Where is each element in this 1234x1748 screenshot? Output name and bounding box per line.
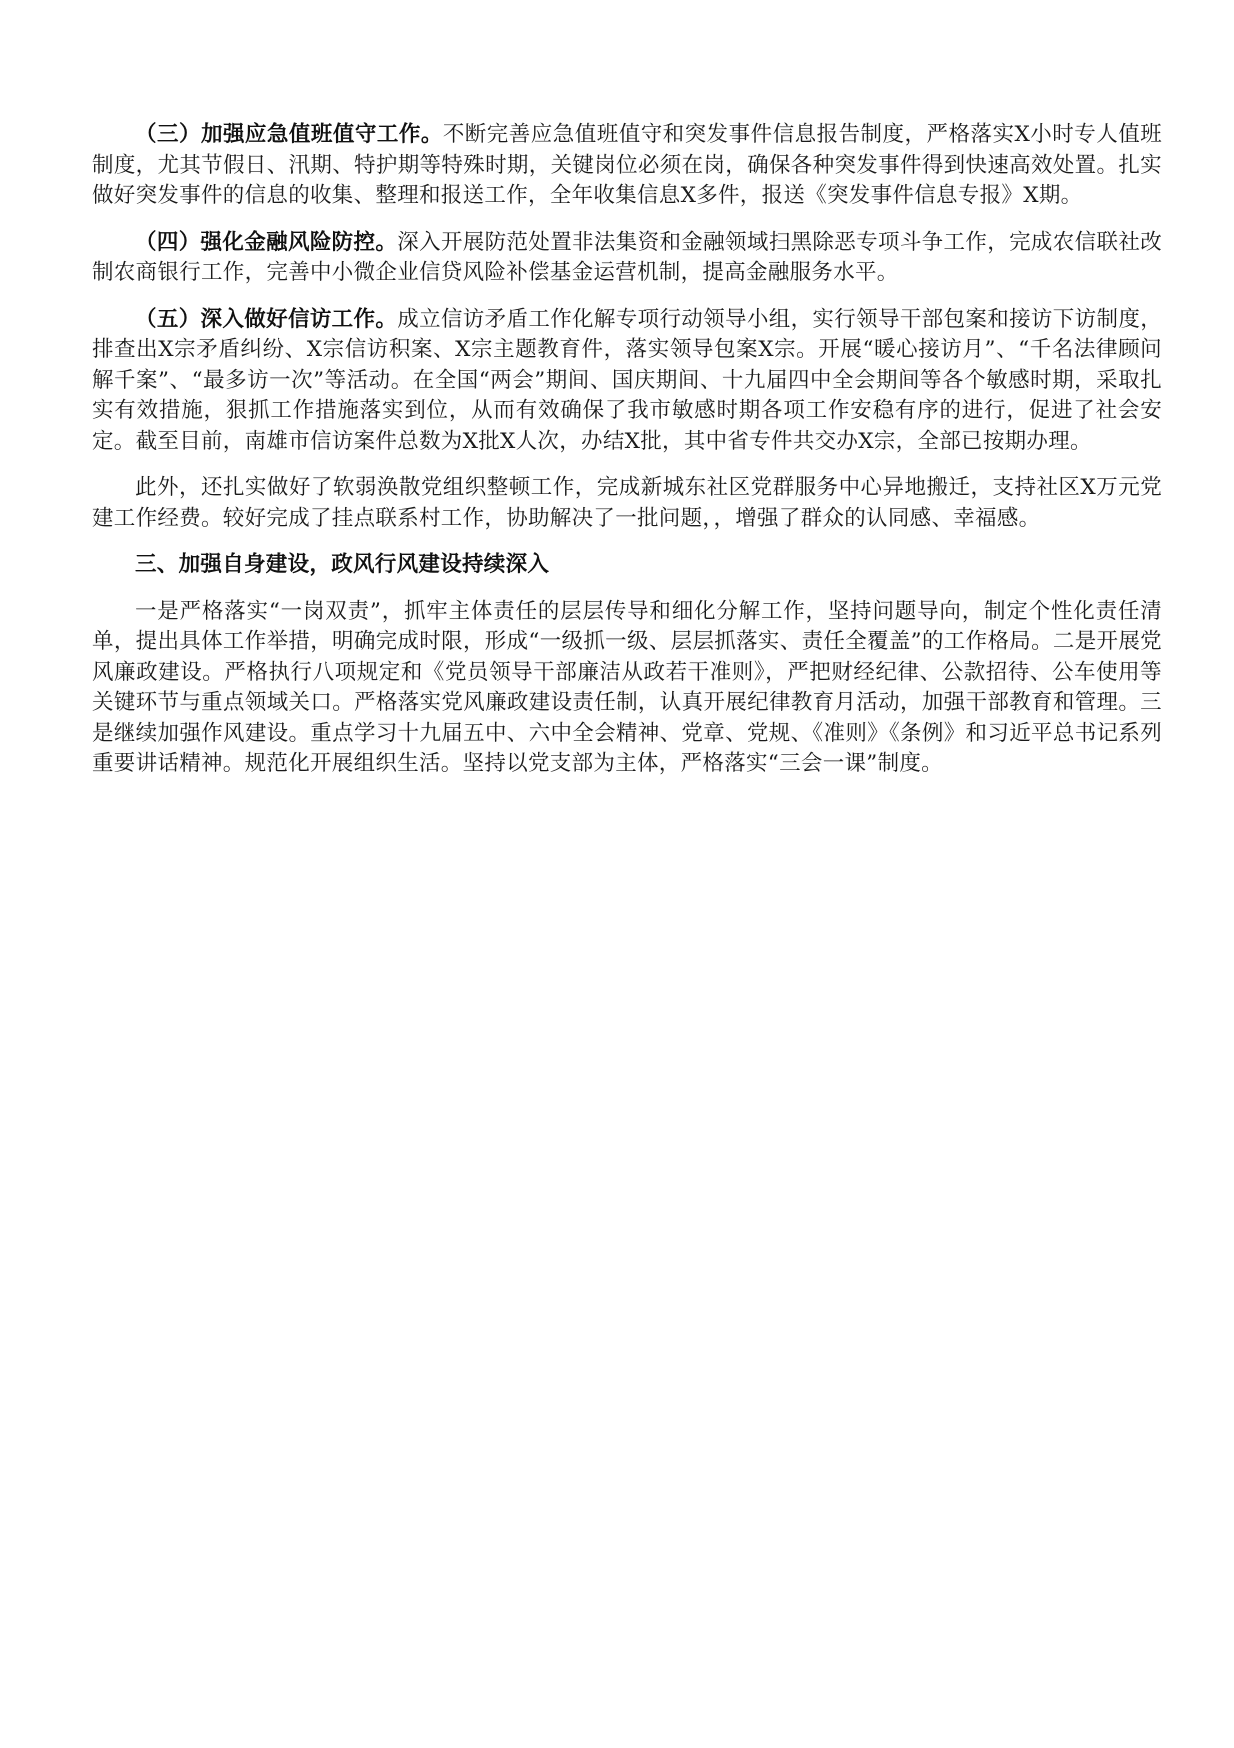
paragraph-body: 一是严格落实“一岗双责”，抓牢主体责任的层层传导和细化分解工作，坚持问题导向，制定个性化责任清单，提出具体工作举措，明确完成时限，形成“一级抓一级、层层抓落实、责任全覆盖”的工作格局。二是开展党风廉政建设。严格执行八项规定和《党员领导干部廉洁从政若干准则》，严把财经纪律、公款招待、公车使用等关键环节与重点领域关口。严格落实党风廉政建设责任制，认真开展纪律教育月活动，加强干部教育和管理。三是继续加强作风建设。重点学习十九届五中、六中全会精神、党章、党规、《准则》《条例》和习近平总书记系列重要讲话精神。规范化开展组织生活。坚持以党支部为主体，严格落实“三会一课”制度。 xyxy=(92,598,1162,776)
paragraph-financial-risk xyxy=(92,228,1162,289)
paragraph-lead: （四）强化金融风险防控。 xyxy=(135,229,398,255)
section-heading: 三、加强自身建设，政风行风建设持续深入 xyxy=(135,552,550,577)
paragraph-emergency-duty xyxy=(92,120,1162,212)
paragraph-body: 成立信访矛盾工作化解专项行动领导小组，实行领导干部包案和接访下访制度，排查出X宗矛盾纠纷、X宗信访积案、X宗主题教育件，落实领导包案X宗。开展“暖心接访月”、“千名法律顾问解千案”、“最多访一次”等活动。在全国“两会”期间、国庆期间、十九届四中全会期间等各个敏感时期，采取扎实有效措施，狠抓工作措施落实到位，从而有效确保了我市敏感时期各项工作安稳有序的进行，促进了社会安定。截至目前，南雄市信访案件总数为X批X人次，办结X批，其中省专件共交办X宗，全部已按期办理。 xyxy=(92,306,1162,454)
paragraph-lead: （五）深入做好信访工作。 xyxy=(135,306,398,332)
paragraph-body: 深入开展防范处置非法集资和金融领域扫黑除恶专项斗争工作，完成农信联社改制农商银行工作，完善中小微企业信贷风险补偿基金运营机制，提高金融服务水平。 xyxy=(92,229,1162,285)
paragraph-self-construction xyxy=(92,597,1162,780)
paragraph-body: 此外，还扎实做好了软弱涣散党组织整顿工作，完成新城东社区党群服务中心异地搬迁，支持社区X万元党建工作经费。较好完成了挂点联系村工作，协助解决了一批问题，，增强了群众的认同感、幸福感。 xyxy=(92,475,1162,531)
paragraph-additional-work xyxy=(92,473,1162,534)
paragraph-lead: （三）加强应急值班值守工作。 xyxy=(135,122,443,147)
paragraph-body: 不断完善应急值班值守和突发事件信息报告制度，严格落实X小时专人值班制度，尤其节假日、汛期、特护期等特殊时期，关键岗位必须在岗，确保各种突发事件得到快速高效处置。扎实做好突发事件的信息的收集、整理和报送工作，全年收集信息X多件，报送《突发事件信息专报》X期。 xyxy=(92,122,1162,208)
paragraph-petition-work xyxy=(92,305,1162,458)
